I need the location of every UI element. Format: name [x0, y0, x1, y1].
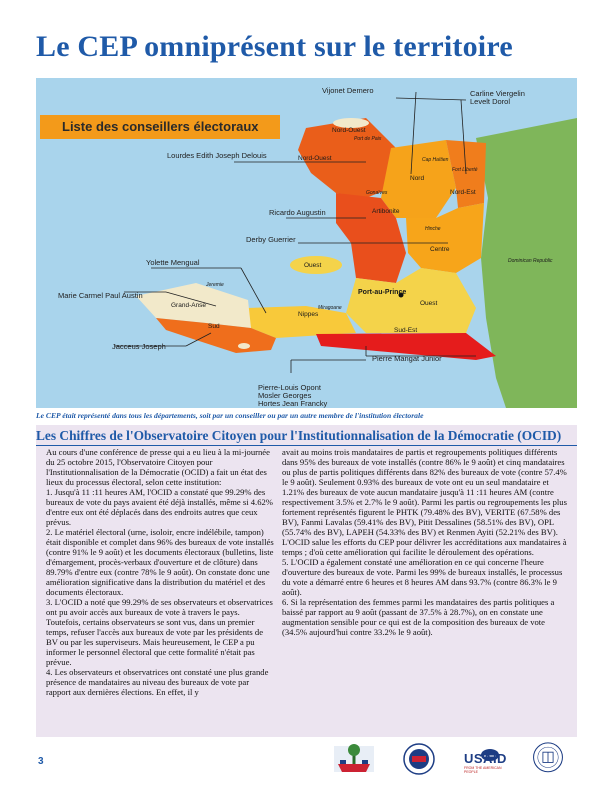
- counselor-hortes: Hortes Jean Francky: [258, 399, 328, 408]
- city-gonaives: Gonaïves: [366, 190, 388, 196]
- counselor-vijonet: Vijonet Demero: [322, 86, 374, 95]
- ocid-seal-logo: [396, 742, 442, 776]
- city-port-au-prince: Port-au-Prince: [358, 289, 407, 296]
- haiti-coat-of-arms-logo: [330, 742, 378, 776]
- counselor-pierre-mangat: Pierre Mangat Junior: [372, 354, 442, 363]
- paragraph-4-cont: avait au moins trois mandataires de partis et regroupements politiques différents dans 95% des bureaux de vote installés (contre 86% le 9 août) et cinq mandataires ou plus de partis politiques différents dans 82% des bureaux de vote (contre 57.4% le 9 août). Seulement 0.93% des bureaux de vote ont eu un seul mandataire et 1.21% des bureaux de vote aucun mandataire jusqu'à 11 :11 heures AM (contre respectivement 3.5% et 2.7% le 9 août). Parmi les partis ou regroupements les plus fortement représentés figurent le PHTK (79.48% des BV), VERITE (67.58% des BV), Fanmi Lavalas (59.41% des BV), Pitit Dessalines (58.51% des BV), OPL (55.74% des BV), LAPEH (54.33% des BV) et Renmen Ayiti (52.21% des BV). L'OCID salue les efforts du CEP pour délivrer les accréditations aux mandataires à temps ; d'où cette amélioration qui facilite le déroulement des opérations.: [282, 447, 567, 557]
- dept-nord-ouest: Nord-Ouest: [298, 155, 332, 162]
- counselor-jacceus: Jacceus Joseph: [112, 342, 166, 351]
- paragraph-4: 4. Les observateurs et observatrices ont constaté une plus grande présence de mandataires au niveau des bureaux de vote par rapport aux dernières élections. En effet, il y: [46, 667, 269, 697]
- paragraph-2: 2. Le matériel électoral (urne, isoloir, encre indélébile, tampon) était disponible et complet dans 96% des bureaux de vote installés (contre 91% le 9 août) et les documents électoraux (bulletins, liste d'émargement, procès-verbaux d'ouverture et de clôture) dans 89.79% d'entre eux (contre 78% le 9 août). On constate donc une amélioration significative dans la distribution du matériel et des documents électoraux.: [46, 527, 274, 597]
- haiti-map: [36, 78, 577, 408]
- dept-nord-ouest-top: Nord-Ouest: [332, 127, 366, 134]
- ile-a-vache: [238, 343, 250, 349]
- dept-sud-est: Sud-Est: [394, 327, 418, 334]
- section-title: Les Chiffres de l'Observatoire Citoyen pour l'Institutionnalisation de la Démocratie (OCID): [36, 428, 562, 443]
- counselor-ricardo: Ricardo Augustin: [269, 208, 326, 217]
- ifes-seal-logo: [528, 742, 568, 776]
- paragraph-intro: Au cours d'une conférence de presse qui a eu lieu à la mi-journée du 25 octobre 2015, l'Observatoire Citoyen pour l'Institutionnalisation de la Démocratie (OCID) a fait un état des lieux du processus électoral, selon cette institution:: [46, 447, 270, 487]
- dept-grand-anse: Grand-Anse: [171, 302, 207, 309]
- page-title: Le CEP omniprésent sur le territoire: [36, 30, 513, 63]
- paragraph-6: 6. Si la représentation des femmes parmi les mandataires des partis politiques a baissé par rapport au 9 août (passant de 37.5% à 28.7%), on en constate une augmentation sensible pour ce qui est de la composition des bureaux de vote (34.5% aujourd'hui contre 33.2% le 9 août).: [282, 597, 555, 637]
- left-column: [46, 447, 274, 697]
- dept-centre: Centre: [430, 246, 450, 253]
- city-port-de-paix: Port de Paix: [354, 136, 382, 142]
- page-number: 3: [38, 756, 44, 767]
- counselor-mosler: Mosler Georges: [258, 391, 312, 400]
- counselor-marie: Marie Carmel Paul Austin: [58, 291, 143, 300]
- dept-sud: Sud: [208, 323, 220, 330]
- section-rule: [36, 445, 577, 446]
- paragraph-5: 5. L'OCID a également constaté une amélioration en ce qui concerne l'heure d'ouverture des bureaux de vote. Parmi les 99% de bureaux installés, le processus du vote a démarré entre 6 heures et 8 heures AM dans 93.7% (contre 86.3% le 9 août).: [282, 557, 563, 597]
- city-hinche: Hinche: [425, 226, 441, 232]
- dept-nord: Nord: [410, 175, 425, 182]
- country-dominican-republic: Dominican Republic: [508, 258, 553, 264]
- city-fort-liberte: Fort Liberté: [452, 167, 478, 173]
- counselor-lourdes: Lourdes Edith Joseph Delouis: [167, 151, 267, 160]
- counselor-levelt: Levelt Dorol: [470, 97, 511, 106]
- dept-ouest-gonave: Ouest: [304, 262, 322, 269]
- city-cap-haitien: Cap Haïtien: [422, 157, 449, 163]
- paragraph-3: 3. L'OCID a noté que 99.29% de ses observateurs et observatrices ont pu avoir accès aux bureaux de vote à travers le pays. Toutefois, certains observateurs se sont vus, dans un premier temps, refuser l'accès aux bureaux de vote par les présidents de BV ou par les superviseurs. Mais heureusement, le CEP a pu informer le personnel électoral que cette formalité n'était pas prévue.: [46, 597, 273, 667]
- right-column: [282, 447, 570, 637]
- counselor-derby: Derby Guerrier: [246, 235, 296, 244]
- dept-artibonite: Artibonite: [372, 208, 400, 215]
- dept-nord-est: Nord-Est: [450, 189, 476, 196]
- paragraph-1: 1. Jusqu'à 11 :11 heures AM, l'OCID a constaté que 99.29% des bureaux de vote du pays avaient été déjà installés, même si 4.62% d'entre eux ont été déplacés dans des endroits autres que ceux prévus.: [46, 487, 273, 527]
- dept-ouest: Ouest: [420, 300, 438, 307]
- counselor-yolette: Yolette Mengual: [146, 258, 200, 267]
- legend-title: Liste des conseillers électoraux: [40, 115, 280, 139]
- city-miragoane: Miragoane: [318, 305, 342, 311]
- counselor-pierre-louis: Pierre-Louis Opont: [258, 383, 321, 392]
- map-caption: Le CEP était représenté dans tous les départements, soit par un conseiller ou par un autre membre de l'institution électorale: [36, 411, 424, 420]
- counselor-carline: Carline Viergelin: [470, 89, 525, 98]
- dept-nippes: Nippes: [298, 311, 319, 318]
- usaid-tagline: FROM THE AMERICAN PEOPLE: [464, 766, 502, 774]
- city-jeremie: Jeremie: [206, 282, 224, 288]
- usaid-wordmark: USAID: [464, 751, 507, 766]
